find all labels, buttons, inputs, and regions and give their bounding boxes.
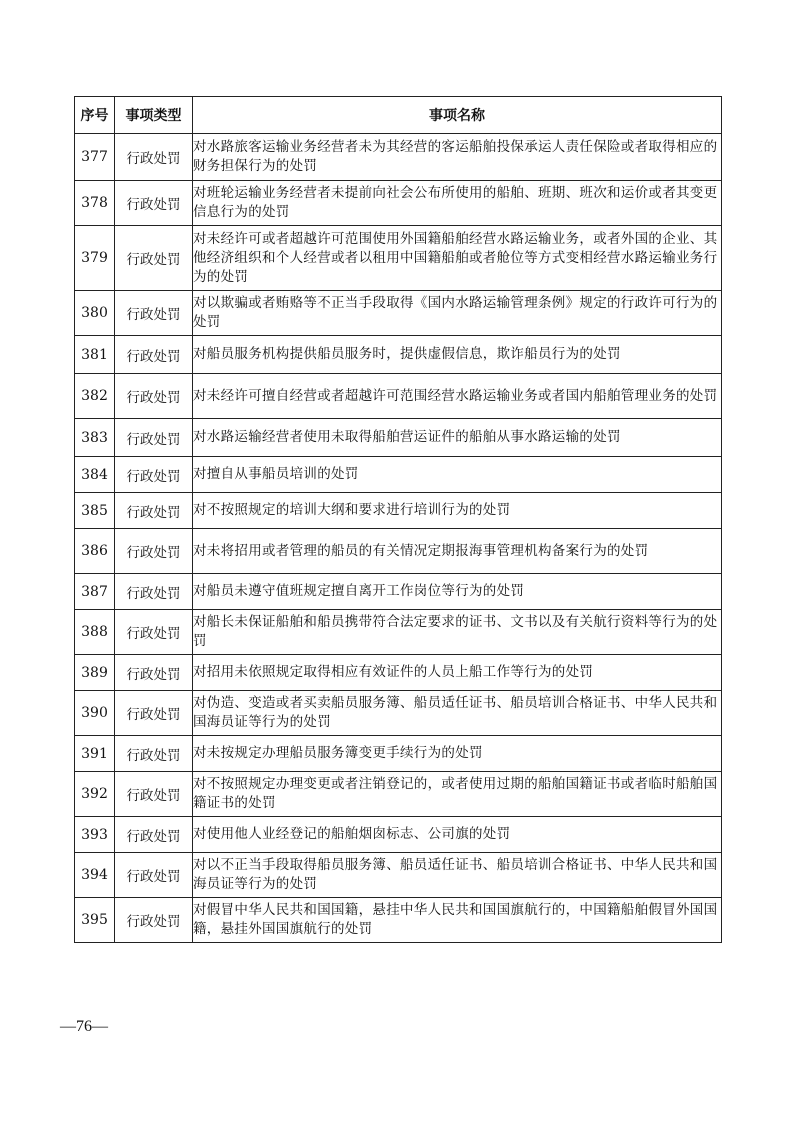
row-name: 对水路旅客运输业务经营者未为其经营的客运船舶投保承运人责任保险或者取得相应的财务担保行为的处罚 [193, 134, 722, 181]
table-row [75, 336, 722, 374]
table-row [75, 772, 722, 817]
page-number: —76— [60, 1018, 108, 1035]
table-row [75, 457, 722, 493]
table-row [75, 493, 722, 529]
table-header-row [75, 97, 722, 134]
row-name: 对擅自从事船员培训的处罚 [193, 457, 722, 493]
row-type: 行政处罚 [115, 291, 193, 336]
table-row [75, 374, 722, 419]
row-name: 对未将招用或者管理的船员的有关情况定期报海事管理机构备案行为的处罚 [193, 529, 722, 574]
row-name: 对班轮运输业务经营者未提前向社会公布所使用的船舶、班期、班次和运价或者其变更信息行为的处罚 [193, 181, 722, 226]
row-name: 对以欺骗或者贿赂等不正当手段取得《国内水路运输管理条例》规定的行政许可行为的处罚 [193, 291, 722, 336]
row-num: 388 [75, 610, 115, 655]
row-name: 对船员未遵守值班规定擅自离开工作岗位等行为的处罚 [193, 574, 722, 610]
row-type: 行政处罚 [115, 134, 193, 181]
row-type: 行政处罚 [115, 853, 193, 898]
row-num: 385 [75, 493, 115, 529]
row-num: 387 [75, 574, 115, 610]
row-type: 行政处罚 [115, 655, 193, 691]
row-name: 对不按照规定办理变更或者注销登记的，或者使用过期的船舶国籍证书或者临时船舶国籍证书的处罚 [193, 772, 722, 817]
row-num: 379 [75, 226, 115, 291]
row-type: 行政处罚 [115, 898, 193, 943]
table-row [75, 419, 722, 457]
table-row [75, 134, 722, 181]
table-row [75, 291, 722, 336]
row-name: 对未按规定办理船员服务簿变更手续行为的处罚 [193, 736, 722, 772]
row-num: 381 [75, 336, 115, 374]
row-name: 对假冒中华人民共和国国籍，悬挂中华人民共和国国旗航行的，中国籍船舶假冒外国国籍，悬挂外国国旗航行的处罚 [193, 898, 722, 943]
table-row [75, 181, 722, 226]
row-type: 行政处罚 [115, 691, 193, 736]
row-type: 行政处罚 [115, 336, 193, 374]
table-row [75, 817, 722, 853]
table-row [75, 655, 722, 691]
row-name: 对招用未依照规定取得相应有效证件的人员上船工作等行为的处罚 [193, 655, 722, 691]
row-name: 对不按照规定的培训大纲和要求进行培训行为的处罚 [193, 493, 722, 529]
table-row [75, 898, 722, 943]
header-type: 事项类型 [115, 97, 193, 134]
row-num: 393 [75, 817, 115, 853]
row-num: 390 [75, 691, 115, 736]
row-num: 382 [75, 374, 115, 419]
header-name: 事项名称 [193, 97, 722, 134]
row-type: 行政处罚 [115, 610, 193, 655]
matters-table [74, 96, 722, 943]
row-type: 行政处罚 [115, 529, 193, 574]
row-type: 行政处罚 [115, 574, 193, 610]
row-type: 行政处罚 [115, 817, 193, 853]
row-type: 行政处罚 [115, 493, 193, 529]
row-name: 对伪造、变造或者买卖船员服务簿、船员适任证书、船员培训合格证书、中华人民共和国海员证等行为的处罚 [193, 691, 722, 736]
table-row [75, 574, 722, 610]
row-type: 行政处罚 [115, 419, 193, 457]
row-type: 行政处罚 [115, 226, 193, 291]
table-row [75, 691, 722, 736]
table-row [75, 736, 722, 772]
row-name: 对使用他人业经登记的船舶烟囱标志、公司旗的处罚 [193, 817, 722, 853]
row-name: 对水路运输经营者使用未取得船舶营运证件的船舶从事水路运输的处罚 [193, 419, 722, 457]
row-num: 392 [75, 772, 115, 817]
row-name: 对船长未保证船舶和船员携带符合法定要求的证书、文书以及有关航行资料等行为的处罚 [193, 610, 722, 655]
row-name: 对船员服务机构提供船员服务时，提供虚假信息，欺诈船员行为的处罚 [193, 336, 722, 374]
table-row [75, 853, 722, 898]
row-type: 行政处罚 [115, 181, 193, 226]
row-name: 对未经许可擅自经营或者超越许可范围经营水路运输业务或者国内船舶管理业务的处罚 [193, 374, 722, 419]
row-num: 389 [75, 655, 115, 691]
row-num: 377 [75, 134, 115, 181]
row-num: 395 [75, 898, 115, 943]
row-type: 行政处罚 [115, 457, 193, 493]
row-type: 行政处罚 [115, 772, 193, 817]
row-num: 383 [75, 419, 115, 457]
row-num: 394 [75, 853, 115, 898]
row-type: 行政处罚 [115, 736, 193, 772]
row-name: 对以不正当手段取得船员服务簿、船员适任证书、船员培训合格证书、中华人民共和国海员证等行为的处罚 [193, 853, 722, 898]
row-num: 391 [75, 736, 115, 772]
header-num: 序号 [75, 97, 115, 134]
table-row [75, 529, 722, 574]
row-type: 行政处罚 [115, 374, 193, 419]
row-name: 对未经许可或者超越许可范围使用外国籍船舶经营水路运输业务，或者外国的企业、其他经济组织和个人经营或者以租用中国籍船舶或者舱位等方式变相经营水路运输业务行为的处罚 [193, 226, 722, 291]
row-num: 384 [75, 457, 115, 493]
table-row [75, 610, 722, 655]
row-num: 386 [75, 529, 115, 574]
table-row [75, 226, 722, 291]
row-num: 378 [75, 181, 115, 226]
row-num: 380 [75, 291, 115, 336]
